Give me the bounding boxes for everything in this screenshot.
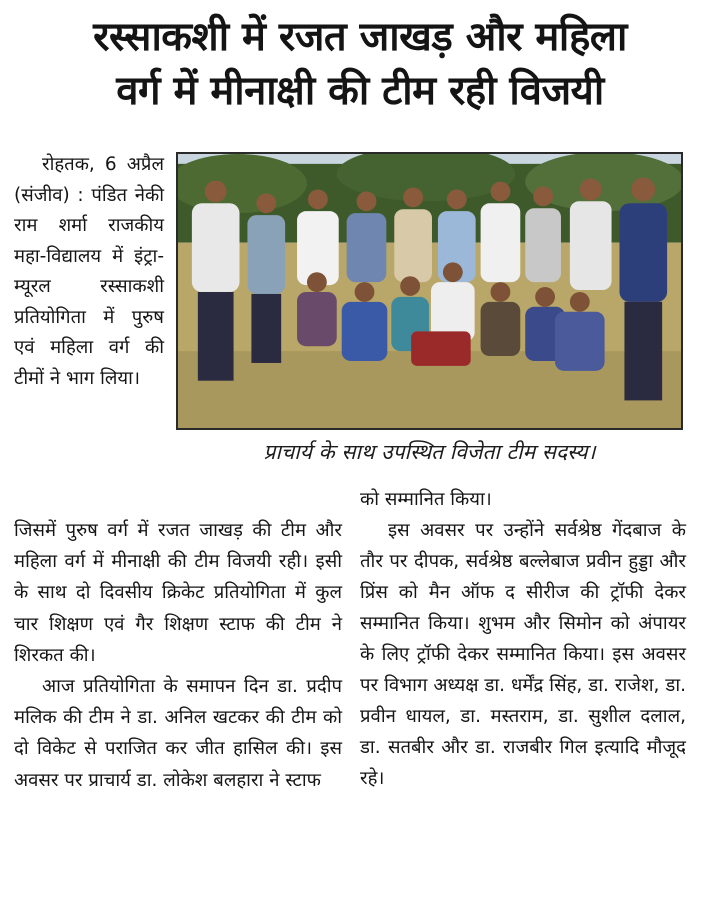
paragraph-closing-day: आज प्रतियोगिता के समापन दिन डा. प्रदीप मलिक की टीम ने डा. अनिल खटकर की टीम को दो विकेट से पराजित कर जीत हासिल की। इस अवसर पर प्राचार्य डा. लोकेश बलहारा ने स्टाफ	[14, 676, 342, 791]
column-right	[360, 484, 686, 794]
headline-line-1: रस्साकशी में रजत जाखड़ और महिला	[93, 14, 627, 60]
photo-caption: प्राचार्य के साथ उपस्थित विजेता टीम सदस्य।	[263, 440, 596, 464]
headline-line-2: वर्ग में मीनाक्षी की टीम रही विजयी	[116, 68, 604, 114]
column-left-top	[14, 150, 164, 394]
paragraph-results: जिसमें पुरुष वर्ग में रजत जाखड़ की टीम और महिला वर्ग में मीनाक्षी की टीम विजयी रही। इसी के साथ दो दिवसीय क्रिकेट प्रतियोगिता में कुल चार शिक्षण एवं गैर शिक्षण स्टाफ की टीम ने शिरकत की।	[14, 520, 342, 666]
paragraph-awards: इस अवसर पर उन्होंने सर्वश्रेष्ठ गेंदबाज के तौर पर दीपक, सर्वश्रेष्ठ बल्लेबाज प्रवीन हुड्डा और प्रिंस को मैन ऑफ द सीरीज की ट्रॉफी देकर सम्मानित किया। शुभम और सिमोन को अंपायर के लिए ट्रॉफी देकर सम्मानित किया। इस अवसर पर विभाग अध्यक्ष डा. धर्मेंद्र सिंह, डा. राजेश, डा. प्रवीन धायल, डा. मस्तराम, डा. सुशील दलाल, डा. सतबीर और डा. राजबीर गिल इत्यादि मौजूद रहे।	[360, 520, 686, 789]
column-left-bottom	[14, 515, 342, 796]
team-photo-illustration	[178, 154, 681, 428]
headline	[8, 10, 712, 118]
paragraph-continuation: को सम्मानित किया।	[360, 489, 492, 510]
news-photo	[176, 152, 683, 430]
dateline-paragraph: रोहतक, 6 अप्रैल (संजीव) : पंडित नेकी राम शर्मा राजकीय महा-विद्यालय में इंट्रा-म्यूरल रस्साकशी प्रतियोगिता में पुरुष एवं महिला वर्ग की टीमों ने भाग लिया।	[14, 154, 164, 389]
